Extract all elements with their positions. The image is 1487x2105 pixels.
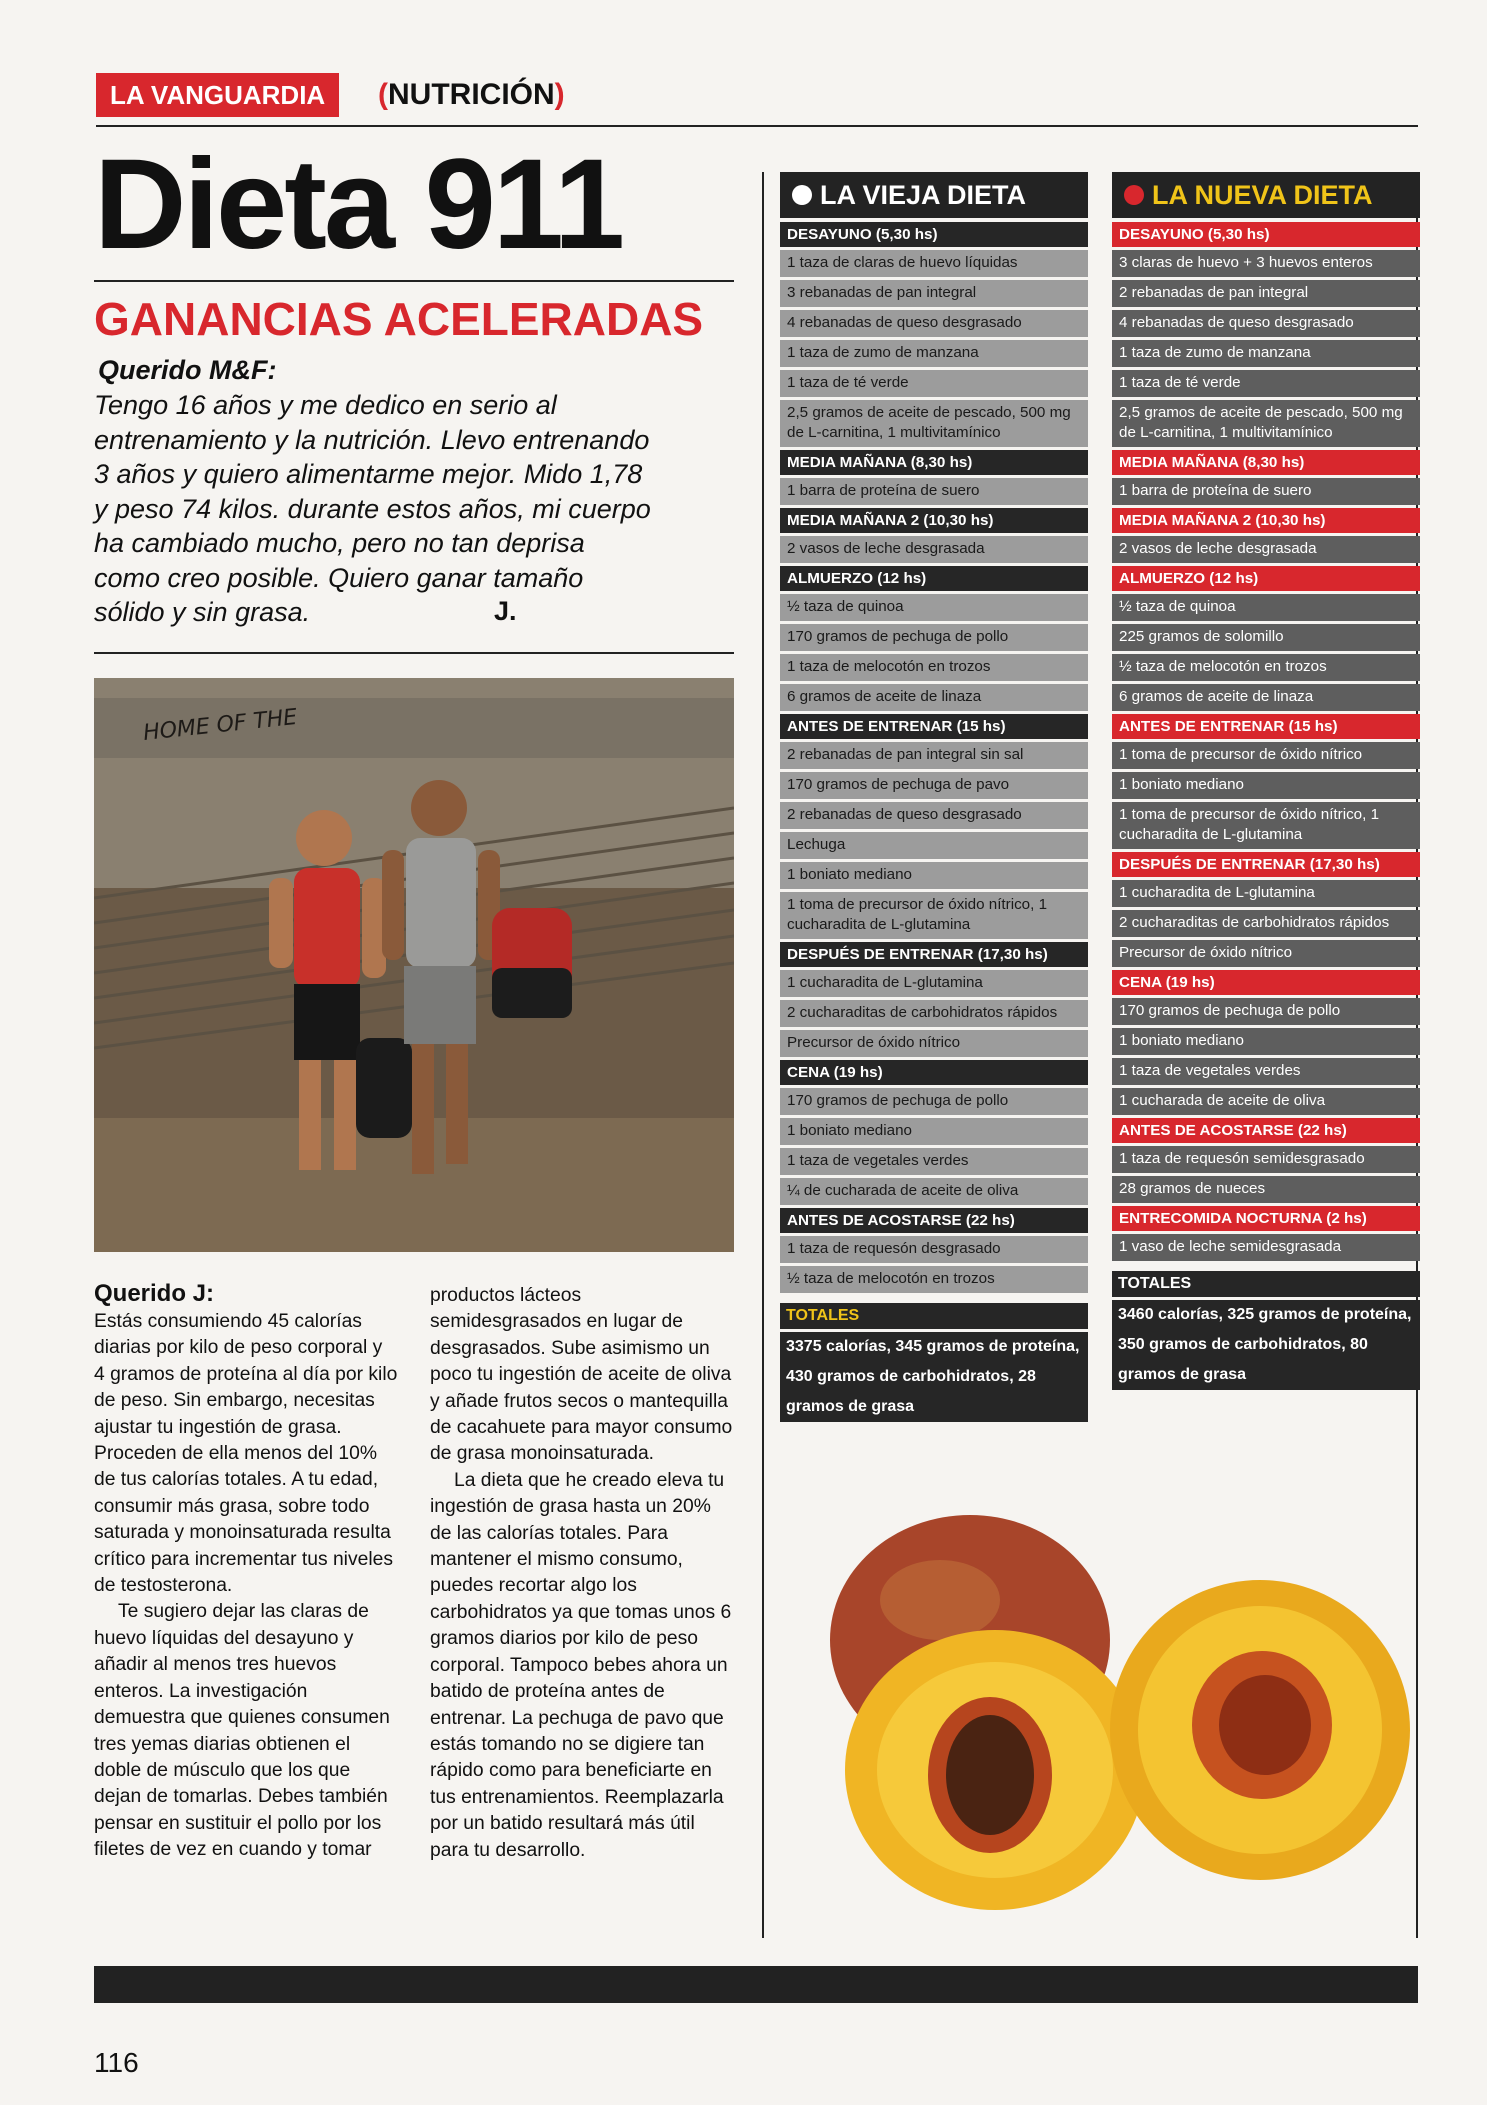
new-diet-title: LA NUEVA DIETA [1152, 180, 1373, 210]
meal-item: ½ taza de quinoa [1112, 594, 1420, 621]
meal-item: ½ taza de melocotón en trozos [780, 1266, 1088, 1293]
meal-item: 170 gramos de pechuga de pollo [780, 1088, 1088, 1115]
letter-greeting: Querido M&F: [98, 355, 277, 385]
new-diet-rows [1112, 222, 1420, 1261]
meal-section-header: DESPUÉS DE ENTRENAR (17,30 hs) [1112, 852, 1420, 877]
meal-item: 1 taza de zumo de manzana [780, 340, 1088, 367]
article-title: Dieta 911 [94, 133, 623, 276]
letter-rule [94, 652, 734, 654]
meal-item: 1 taza de melocotón en trozos [780, 654, 1088, 681]
article-subtitle: GANANCIAS ACELERADAS [94, 293, 704, 345]
meal-item: 1 taza de vegetales verdes [1112, 1058, 1420, 1085]
old-totals: 3375 calorías, 345 gramos de proteína, 430 gramos de carbohidratos, 28 gramos de grasa [780, 1332, 1088, 1422]
peach-image [820, 1510, 1418, 1940]
section-label-text: NUTRICIÓN [388, 78, 555, 111]
meal-item: 4 rebanadas de queso desgrasado [1112, 310, 1420, 337]
letter-line: 3 años y quiero alimentarme mejor. Mido 1,78 [94, 459, 643, 489]
old-diet-table [780, 172, 1088, 1422]
meal-section-header: MEDIA MAÑANA (8,30 hs) [1112, 450, 1420, 475]
meal-item: 2 cucharaditas de carbohidratos rápidos [780, 1000, 1088, 1027]
meal-item: 2 rebanadas de queso desgrasado [780, 802, 1088, 829]
meal-item: Precursor de óxido nítrico [780, 1030, 1088, 1057]
meal-item: 1 boniato mediano [1112, 772, 1420, 799]
publication-tag: LA VANGUARDIA [96, 73, 339, 117]
meal-section-header: CENA (19 hs) [780, 1060, 1088, 1085]
footer-bar [94, 1966, 1418, 2003]
meal-item: 1 taza de requesón semidesgrasado [1112, 1146, 1420, 1173]
reply-paragraph: La dieta que he creado eleva tu ingestión de grasa hasta un 20% de las calorías totales. Para mantener el mismo consumo, puedes recortar algo los carbohidratos ya que tomas unos 6 gramos diarios por kilo de peso corporal. Tampoco bebes ahora un batido de proteína antes de entrenar. La pechuga de pavo que estás tomando no se digiere tan rápido como para beneficiarte en tus entrenamientos. Reemplazarla por un batido resultará más útil para tu desarrollo. [430, 1469, 732, 1861]
meal-item: ¼ de cucharada de aceite de oliva [780, 1178, 1088, 1205]
new-totals: 3460 calorías, 325 gramos de proteína, 350 gramos de carbohidratos, 80 gramos de grasa [1112, 1300, 1420, 1390]
reply-paragraph: Te sugiero dejar las claras de huevo líquidas del desayuno y añadir al menos tres huevos enteros. La investigación demuestra que quienes consumen tres yemas diarias obtienen el doble de músculo que los que dejan de tomarlas. Debes también pensar en sustituir el pollo por los filetes de vez en cuando y tomar [94, 1601, 390, 1861]
meal-section-header: MEDIA MAÑANA 2 (10,30 hs) [780, 508, 1088, 533]
meal-item: 1 taza de zumo de manzana [1112, 340, 1420, 367]
header-rule [96, 125, 1418, 127]
meal-item: 1 boniato mediano [780, 862, 1088, 889]
meal-section-header: ANTES DE ACOSTARSE (22 hs) [1112, 1118, 1420, 1143]
reply-paragraph: Estás consumiendo 45 calorías diarias por kilo de peso corporal y 4 gramos de proteína al día por kilo de peso. Sin embargo, necesitas ajustar tu ingestión de grasa. Proceden de ella menos del 10% de tus calorías totales. A tu edad, consumir más grasa, sobre todo saturada y monoinsaturada resulta crítico para incrementar tus niveles de testosterona. [94, 1311, 398, 1597]
title-rule [94, 280, 734, 282]
letter-body [94, 388, 734, 630]
athletes-photo [94, 678, 734, 1252]
meal-section-header: ANTES DE ENTRENAR (15 hs) [1112, 714, 1420, 739]
letter-signature: J. [494, 596, 517, 626]
meal-item: 1 barra de proteína de suero [780, 478, 1088, 505]
meal-item: 1 vaso de leche semidesgrasada [1112, 1234, 1420, 1261]
meal-item: 2 vasos de leche desgrasada [1112, 536, 1420, 563]
reply-column-2 [430, 1283, 734, 1864]
meal-item: 1 taza de té verde [780, 370, 1088, 397]
meal-item: 2 cucharaditas de carbohidratos rápidos [1112, 910, 1420, 937]
meal-item: 1 toma de precursor de óxido nítrico, 1 cucharadita de L-glutamina [780, 892, 1088, 939]
letter-line: como creo posible. Quiero ganar tamaño [94, 562, 584, 593]
meal-item: ½ taza de melocotón en trozos [1112, 654, 1420, 681]
meal-item: 1 barra de proteína de suero [1112, 478, 1420, 505]
old-diet-rows [780, 222, 1088, 1293]
meal-item: 1 boniato mediano [1112, 1028, 1420, 1055]
meal-item: 2,5 gramos de aceite de pescado, 500 mg de L-carnitina, 1 multivitamínico [780, 400, 1088, 447]
meal-item: 3 rebanadas de pan integral [780, 280, 1088, 307]
reply-paragraph: productos lácteos semidesgrasados en lugar de desgrasados. Sube asimismo un poco tu ingestión de aceite de oliva y añade frutos secos o mantequilla de cacahuete para mayor consumo de grasa monoinsaturada. [430, 1285, 733, 1465]
meal-item: 1 boniato mediano [780, 1118, 1088, 1145]
letter-line: y peso 74 kilos. durante estos años, mi cuerpo [94, 493, 651, 524]
meal-item: 1 toma de precursor de óxido nítrico, 1 cucharadita de L-glutamina [1112, 802, 1420, 849]
meal-item: 1 taza de vegetales verdes [780, 1148, 1088, 1175]
meal-section-header: DESAYUNO (5,30 hs) [1112, 222, 1420, 247]
meal-section-header: ANTES DE ACOSTARSE (22 hs) [780, 1208, 1088, 1233]
meal-section-header: ALMUERZO (12 hs) [780, 566, 1088, 591]
meal-section-header: DESAYUNO (5,30 hs) [780, 222, 1088, 247]
meal-item: 28 gramos de nueces [1112, 1176, 1420, 1203]
meal-item: 170 gramos de pechuga de pollo [1112, 998, 1420, 1025]
meal-item: 2 rebanadas de pan integral [1112, 280, 1420, 307]
meal-item: 170 gramos de pechuga de pavo [780, 772, 1088, 799]
meal-section-header: DESPUÉS DE ENTRENAR (17,30 hs) [780, 942, 1088, 967]
meal-item: 2 vasos de leche desgrasada [780, 536, 1088, 563]
letter-line: Tengo 16 años y me dedico en serio al [94, 390, 557, 420]
letter-line: ha cambiado mucho, pero no tan deprisa [94, 528, 585, 558]
meal-item: 1 toma de precursor de óxido nítrico [1112, 742, 1420, 769]
meal-item: 225 gramos de solomillo [1112, 624, 1420, 651]
new-diet-header [1112, 172, 1420, 218]
bullet-icon [792, 185, 812, 205]
old-diet-header [780, 172, 1088, 218]
stadium-sign: HOME OF THE [142, 704, 299, 746]
old-diet-title: LA VIEJA DIETA [820, 180, 1027, 210]
meal-item: 6 gramos de aceite de linaza [1112, 684, 1420, 711]
meal-item: 3 claras de huevo + 3 huevos enteros [1112, 250, 1420, 277]
page-number: 116 [94, 2047, 139, 2078]
meal-item: 1 taza de requesón desgrasado [780, 1236, 1088, 1263]
meal-item: 1 cucharadita de L-glutamina [780, 970, 1088, 997]
meal-item: 1 cucharada de aceite de oliva [1112, 1088, 1420, 1115]
meal-item: 4 rebanadas de queso desgrasado [780, 310, 1088, 337]
meal-item: 1 cucharadita de L-glutamina [1112, 880, 1420, 907]
meal-item: 170 gramos de pechuga de pollo [780, 624, 1088, 651]
meal-item: 1 taza de té verde [1112, 370, 1420, 397]
meal-section-header: MEDIA MAÑANA (8,30 hs) [780, 450, 1088, 475]
meal-section-header: ANTES DE ENTRENAR (15 hs) [780, 714, 1088, 739]
meal-item: ½ taza de quinoa [780, 594, 1088, 621]
new-totals-label: TOTALES [1112, 1271, 1420, 1297]
new-diet-table [1112, 172, 1420, 1390]
letter-line: sólido y sin grasa. [94, 597, 311, 627]
meal-section-header: ALMUERZO (12 hs) [1112, 566, 1420, 591]
meal-section-header: MEDIA MAÑANA 2 (10,30 hs) [1112, 508, 1420, 533]
meal-item: Lechuga [780, 832, 1088, 859]
section-label: (NUTRICIÓN) [378, 78, 565, 111]
meal-item: Precursor de óxido nítrico [1112, 940, 1420, 967]
meal-section-header: ENTRECOMIDA NOCTURNA (2 hs) [1112, 1206, 1420, 1231]
meal-item: 1 taza de claras de huevo líquidas [780, 250, 1088, 277]
meal-section-header: CENA (19 hs) [1112, 970, 1420, 995]
bullet-icon [1124, 185, 1144, 205]
letter-line: entrenamiento y la nutrición. Llevo entrenando [94, 424, 650, 455]
old-totals-label: TOTALES [780, 1303, 1088, 1329]
meal-item: 2 rebanadas de pan integral sin sal [780, 742, 1088, 769]
reply-column-1 [94, 1309, 398, 1864]
meal-item: 6 gramos de aceite de linaza [780, 684, 1088, 711]
column-divider [762, 172, 764, 1938]
reply-greeting: Querido J: [94, 1280, 215, 1307]
meal-item: 2,5 gramos de aceite de pescado, 500 mg de L-carnitina, 1 multivitamínico [1112, 400, 1420, 447]
